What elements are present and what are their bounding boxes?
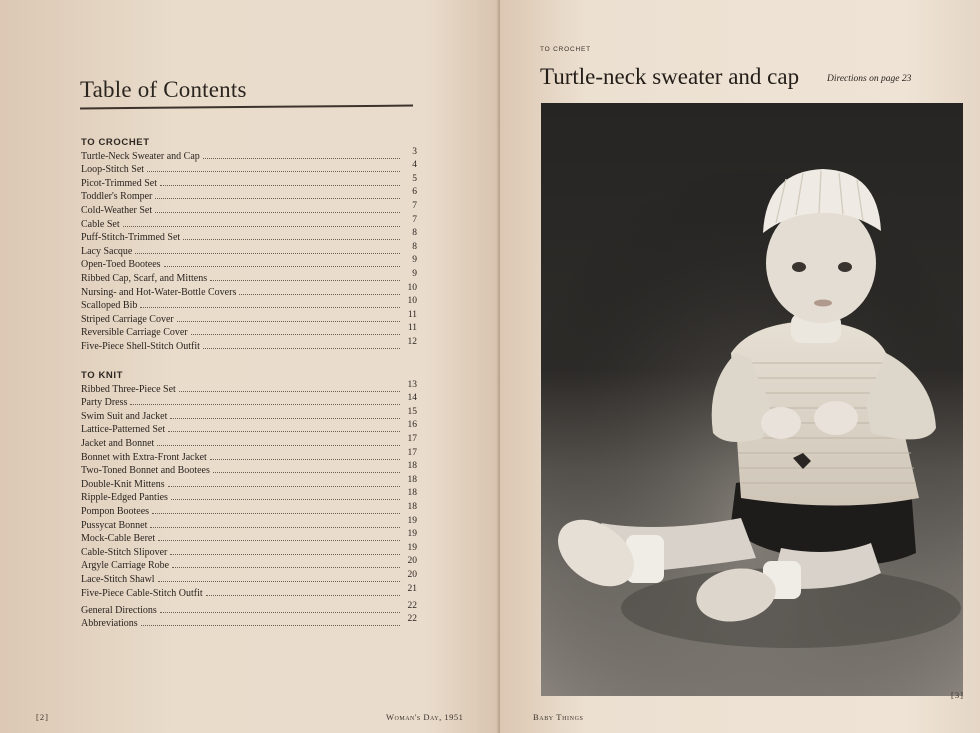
toc-row: [81, 476, 417, 490]
directions-reference: Directions on page 23: [827, 74, 912, 84]
toc-row: [81, 243, 417, 257]
dot-leader: [150, 526, 400, 528]
toc-row: [81, 422, 417, 436]
toc-entry-label: Picot-Trimmed Set: [81, 177, 158, 189]
toc-row: [81, 257, 417, 271]
toc-page-number: 18: [407, 474, 417, 485]
toc-entry-label: Lacy Sacque: [81, 245, 133, 257]
extras-list: [81, 602, 417, 629]
publication-folio: Woman's Day, 1951: [386, 712, 464, 722]
book-title-folio: Baby Things: [533, 712, 584, 722]
toc-page-number: 19: [407, 529, 417, 540]
toc-row: [81, 162, 417, 176]
dot-leader: [172, 566, 400, 568]
toc-row: [81, 216, 417, 230]
toc-row: [81, 517, 417, 531]
toc-entry-label: Bonnet with Extra-Front Jacket: [81, 451, 207, 463]
toc-page-number: 18: [407, 461, 417, 472]
toc-page-number: 18: [407, 501, 417, 512]
toc-page-number: 11: [407, 323, 417, 334]
dot-leader: [170, 417, 400, 419]
toc-row: [81, 435, 417, 449]
toc-entry-label: Reversible Carriage Cover: [81, 327, 188, 339]
toc-row: [81, 602, 417, 616]
dot-leader: [239, 293, 400, 295]
dot-leader: [203, 347, 400, 349]
toc-page-number: 16: [407, 420, 417, 431]
toc-row: [81, 338, 417, 352]
toc-entry-label: Mock-Cable Beret: [81, 533, 156, 545]
dot-leader: [123, 225, 400, 227]
baby-photo: [541, 103, 963, 696]
toc-page-number: 4: [412, 160, 417, 171]
toc-row: [81, 202, 417, 216]
toc-row: [81, 408, 417, 422]
dot-leader: [155, 211, 400, 213]
dot-leader: [183, 238, 400, 240]
dot-leader: [130, 403, 400, 405]
page-number-right: [3]: [951, 690, 964, 700]
dot-leader: [160, 184, 400, 186]
dot-leader: [210, 279, 400, 281]
toc-row: [81, 616, 417, 630]
toc-page-number: 5: [412, 173, 417, 184]
toc-page-number: 3: [412, 146, 417, 157]
toc-row: [81, 230, 417, 244]
toc-page-number: 22: [407, 600, 417, 611]
dot-leader: [141, 624, 400, 626]
dot-leader: [168, 485, 400, 487]
dot-leader: [210, 458, 400, 460]
section-heading-knit: TO KNIT: [81, 370, 124, 381]
title-rule: [80, 105, 413, 110]
toc-entry-label: Turtle-Neck Sweater and Cap: [81, 150, 200, 162]
toc-row: [81, 449, 417, 463]
dot-leader: [158, 580, 400, 582]
dot-leader: [213, 471, 400, 473]
toc-row: [81, 175, 417, 189]
toc-entry-label: Toddler's Romper: [81, 191, 153, 203]
toc-row: [81, 395, 417, 409]
dot-leader: [191, 333, 400, 335]
page-number-left: [2]: [36, 712, 49, 722]
toc-page-number: 21: [407, 583, 417, 594]
toc-entry-label: Argyle Carriage Robe: [81, 560, 170, 572]
dot-leader: [168, 430, 400, 432]
toc-page-number: 20: [407, 556, 417, 567]
toc-row: [81, 585, 417, 599]
dot-leader: [152, 512, 400, 514]
dot-leader: [158, 539, 400, 541]
toc-title: Table of Contents: [80, 77, 247, 102]
right-page: [500, 0, 980, 733]
toc-row: [81, 531, 417, 545]
dot-leader: [170, 553, 400, 555]
toc-entry-label: Nursing- and Hot-Water-Bottle Covers: [81, 286, 237, 298]
toc-row: [81, 284, 417, 298]
toc-page-number: 7: [412, 200, 417, 211]
knit-list: [81, 381, 417, 599]
toc-page-number: 9: [412, 268, 417, 279]
crochet-list: [81, 148, 417, 352]
toc-entry-label: Cable-Stitch Slipover: [81, 546, 168, 558]
toc-page-number: 15: [407, 406, 417, 417]
toc-row: [81, 148, 417, 162]
toc-page-number: 8: [412, 228, 417, 239]
toc-entry-label: Five-Piece Cable-Stitch Outfit: [81, 587, 203, 599]
pattern-title: Turtle-neck sweater and cap: [540, 64, 800, 89]
toc-entry-label: Pompon Bootees: [81, 505, 150, 517]
toc-entry-label: Open-Toed Bootees: [81, 259, 161, 271]
toc-entry-label: Loop-Stitch Set: [81, 164, 145, 176]
dot-leader: [155, 197, 400, 199]
toc-entry-label: Double-Knit Mittens: [81, 478, 165, 490]
toc-entry-label: Jacket and Bonnet: [81, 437, 155, 449]
toc-row: [81, 270, 417, 284]
toc-row: [81, 298, 417, 312]
toc-entry-label: Abbreviations: [81, 618, 138, 630]
toc-page-number: 6: [412, 187, 417, 198]
toc-page-number: 19: [407, 515, 417, 526]
toc-page-number: 13: [407, 379, 417, 390]
dot-leader: [179, 390, 400, 392]
toc-row: [81, 503, 417, 517]
toc-page-number: 9: [412, 255, 417, 266]
dot-leader: [135, 252, 400, 254]
dot-leader: [203, 157, 400, 159]
toc-page-number: 10: [407, 282, 417, 293]
toc-page-number: 10: [407, 296, 417, 307]
toc-row: [81, 558, 417, 572]
baby-photo-illustration: [541, 103, 963, 696]
toc-row: [81, 189, 417, 203]
toc-entry-label: Pussycat Bonnet: [81, 519, 148, 531]
section-kicker: TO CROCHET: [540, 46, 591, 53]
toc-row: [81, 325, 417, 339]
dot-leader: [177, 320, 400, 322]
toc-page-number: 19: [407, 542, 417, 553]
toc-entry-label: Puff-Stitch-Trimmed Set: [81, 232, 181, 244]
toc-entry-label: Striped Carriage Cover: [81, 313, 174, 325]
toc-entry-label: Five-Piece Shell-Stitch Outfit: [81, 340, 200, 352]
toc-row: [81, 311, 417, 325]
toc-entry-label: Two-Toned Bonnet and Bootees: [81, 465, 210, 477]
toc-page-number: 17: [407, 447, 417, 458]
toc-entry-label: Lattice-Patterned Set: [81, 424, 166, 436]
toc-entry-label: Cold-Weather Set: [81, 204, 153, 216]
dot-leader: [157, 444, 400, 446]
dot-leader: [171, 498, 400, 500]
dot-leader: [140, 306, 400, 308]
toc-page-number: 22: [407, 614, 417, 625]
section-heading-crochet: TO CROCHET: [81, 137, 150, 148]
toc-entry-label: Ribbed Three-Piece Set: [81, 383, 176, 395]
toc-entry-label: Cable Set: [81, 218, 120, 230]
toc-entry-label: Lace-Stitch Shawl: [81, 573, 155, 585]
toc-page-number: 12: [407, 336, 417, 347]
toc-entry-label: Party Dress: [81, 397, 128, 409]
dot-leader: [206, 594, 400, 596]
toc-page-number: 8: [412, 241, 417, 252]
toc-entry-label: Ripple-Edged Panties: [81, 492, 168, 504]
toc-page-number: 17: [407, 433, 417, 444]
toc-row: [81, 490, 417, 504]
toc-row: [81, 544, 417, 558]
dot-leader: [147, 170, 400, 172]
dot-leader: [164, 265, 400, 267]
toc-page-number: 11: [407, 309, 417, 320]
toc-page-number: 14: [407, 393, 417, 404]
toc-entry-label: General Directions: [81, 604, 157, 616]
toc-row: [81, 463, 417, 477]
toc-page-number: 7: [412, 214, 417, 225]
dot-leader: [160, 611, 400, 613]
toc-row: [81, 381, 417, 395]
toc-entry-label: Swim Suit and Jacket: [81, 410, 168, 422]
toc-entry-label: Scalloped Bib: [81, 300, 138, 312]
toc-page-number: 20: [407, 569, 417, 580]
toc-page-number: 18: [407, 488, 417, 499]
toc-entry-label: Ribbed Cap, Scarf, and Mittens: [81, 272, 208, 284]
toc-row: [81, 571, 417, 585]
